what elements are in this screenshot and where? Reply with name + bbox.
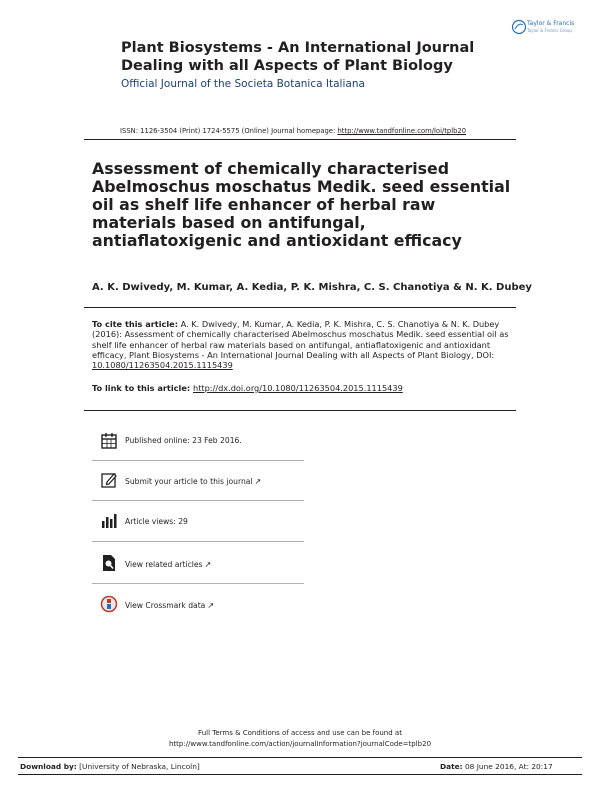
journal-subtitle: Official Journal of the Societa Botanica Italiana: [121, 78, 365, 90]
citation-divider: [84, 410, 516, 411]
publisher-logo-group: Taylor & Francis Group: [527, 28, 572, 33]
article-link-line: [92, 383, 403, 393]
downloaded-by-label: Download by:: [20, 762, 77, 771]
downloaded-by: [20, 762, 200, 771]
row-divider: [92, 583, 304, 584]
crossmark-link[interactable]: [125, 601, 214, 610]
crossmark-label[interactable]: View Crossmark data: [125, 601, 206, 610]
bar-chart-icon: [100, 512, 118, 530]
row-divider: [92, 460, 304, 461]
external-link-icon: ↗: [254, 477, 262, 486]
external-link-icon: ↗: [207, 601, 215, 610]
download-date-value: 08 June 2016, At: 20:17: [462, 762, 553, 771]
download-date-label: Date:: [440, 762, 463, 771]
calendar-icon: [100, 432, 118, 450]
row-divider: [92, 541, 304, 542]
citation-doi-link[interactable]: 10.1080/11263504.2015.1115439: [92, 360, 233, 371]
downloaded-by-value: [University of Nebraska, Lincoln]: [76, 762, 200, 771]
article-views-text: Article views: 29: [125, 517, 188, 526]
header-divider: [84, 139, 516, 140]
issn-text: ISSN: 1126-3504 (Print) 1724-5575 (Online) Journal homepage:: [120, 127, 338, 135]
terms-notice: [0, 728, 600, 750]
related-articles-link[interactable]: [125, 560, 211, 569]
article-authors: A. K. Dwivedy, M. Kumar, A. Kedia, P. K. Mishra, C. S. Chanotiya & N. K. Dubey: [92, 282, 532, 293]
terms-url-link[interactable]: http://www.tandfonline.com/action/journalInformation?journalCode=tplb20: [168, 740, 432, 748]
crossmark-icon: [100, 595, 118, 613]
article-title: Assessment of chemically characterised Abelmoschus moschatus Medik. seed essential oil as shelf life enhancer of herbal raw materials based on antifungal, antiaflatoxigenic and antioxidant efficacy: [92, 159, 511, 250]
terms-line: Full Terms & Conditions of access and use can be found at: [198, 729, 402, 737]
footer-divider-top: [18, 757, 582, 758]
footer-divider-bottom: [18, 774, 582, 775]
search-document-icon: [100, 554, 118, 572]
article-link-url[interactable]: http://dx.doi.org/10.1080/11263504.2015.1115439: [193, 383, 403, 393]
submit-article-link[interactable]: [125, 477, 261, 486]
publisher-logo-name: Taylor & Francis: [527, 20, 575, 27]
citation-block: [92, 319, 512, 370]
submit-article-label[interactable]: Submit your article to this journal: [125, 477, 253, 486]
edit-icon: [100, 471, 118, 489]
article-link-label: To link to this article:: [92, 383, 193, 393]
row-divider: [92, 500, 304, 501]
citation-text: A. K. Dwivedy, M. Kumar, A. Kedia, P. K. Mishra, C. S. Chanotiya & N. K. Dubey (2016): Assessment of chemically characterised Abelmoschus moschatus Medik. seed essential oil as shelf life enhancer of herbal raw materials based on antifungal, antiaflatoxigenic and antioxidant efficacy, Plant Biosystems - An International Journal Dealing with all Aspects of Plant Biology, DOI:: [92, 319, 509, 360]
publisher-logo-icon: [511, 19, 527, 35]
published-online-text: Published online: 23 Feb 2016.: [125, 436, 242, 445]
authors-divider: [84, 307, 516, 308]
related-articles-label[interactable]: View related articles: [125, 560, 203, 569]
journal-title: Plant Biosystems - An International Journal Dealing with all Aspects of Plant Biology: [121, 40, 475, 74]
citation-label: To cite this article:: [92, 319, 178, 329]
publisher-logo: [511, 17, 586, 39]
external-link-icon: ↗: [204, 560, 212, 569]
journal-homepage-link[interactable]: http://www.tandfonline.com/loi/tplb20: [337, 127, 467, 135]
issn-line: [120, 127, 466, 135]
download-date: [440, 762, 553, 771]
